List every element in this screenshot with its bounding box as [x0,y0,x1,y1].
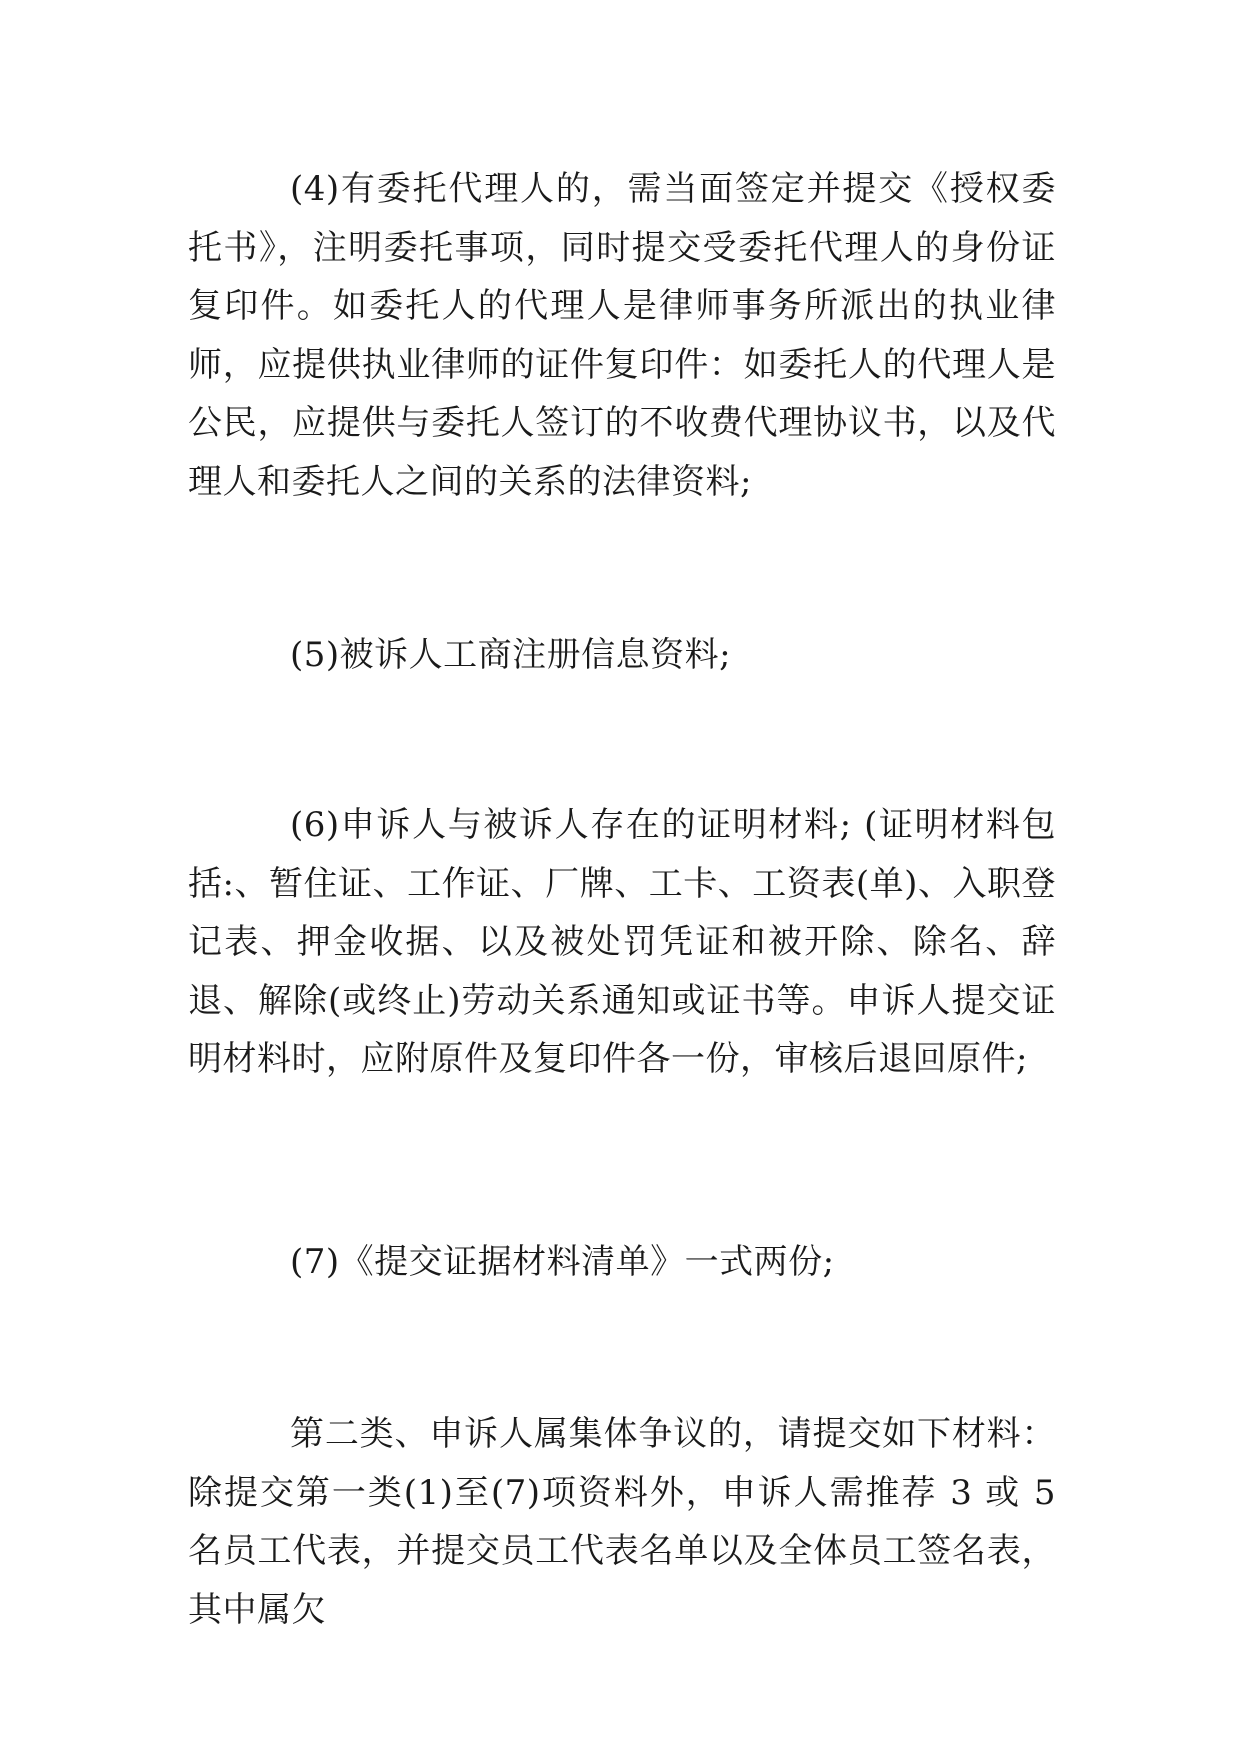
paragraph-item-4: (4)有委托代理人的，需当面签定并提交《授权委托书》，注明委托事项，同时提交受委托代理人的身份证复印件。如委托人的代理人是律师事务所派出的执业律 师，应提供执业律师的证件复印件：如委托人的代理人是公民，应提供与委托人签订的不收费代理协议书，以及代理人和委托人之间的关系的法律资料; [188,169,1056,502]
paragraph-item-6: (6)申诉人与被诉人存在的证明材料; (证明材料包括:、暂住证、工作证、厂牌、工卡、工资表(单)、入职登记表、押金收据、以及被处罚凭证和被开除、除名、辞退、解除(或终止)劳动关系通知或证书等。申诉人提交证明材料时，应附原件及复印件各一份，审核后退回原件; [188,805,1056,1079]
paragraph-category-2: 第二类、申诉人属集体争议的，请提交如下材料：除提交第一类(1)至(7)项资料外，申诉人需推荐 3 或 5 名员工代表，并提交员工代表名单以及全体员工签名表，其中属欠 [188,1414,1056,1630]
paragraph-item-5: (5)被诉人工商注册信息资料; [290,635,732,675]
paragraph-item-7: (7)《提交证据材料清单》一式两份; [290,1242,835,1282]
